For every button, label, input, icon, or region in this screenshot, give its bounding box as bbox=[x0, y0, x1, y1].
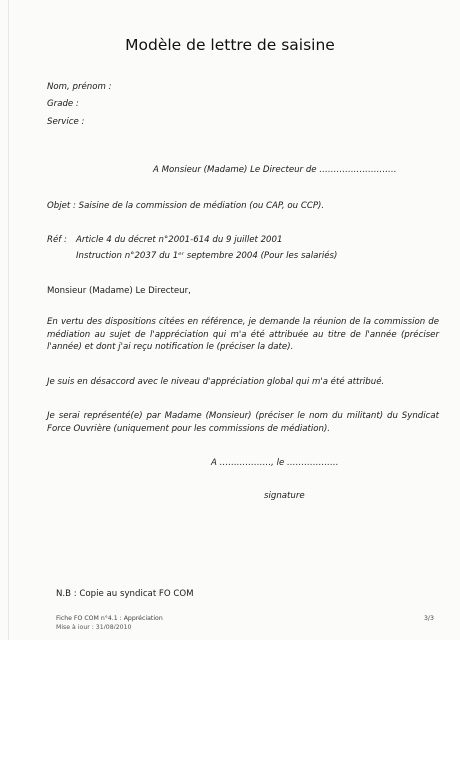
objet-text: Saisine de la commission de médiation (ou CAP, ou CCP). bbox=[78, 201, 325, 211]
footer-page-number: 3/3 bbox=[424, 615, 434, 622]
sender-name-line: Nom, prénom : bbox=[47, 82, 112, 92]
sender-service-line: Service : bbox=[47, 117, 85, 127]
paragraph-request: En vertu des dispositions citées en référence, je demande la réunion de la commission de médiation au sujet de l'appréciation qui m'a été attribuée au titre de l'année (préciser l'année) et dont j'ai reçu notification le (préciser la date). bbox=[47, 317, 439, 352]
footer-update: Mise à jour : 31/08/2010 bbox=[56, 624, 132, 629]
blank-margin bbox=[0, 640, 460, 757]
scan-edge bbox=[8, 0, 9, 640]
paragraph-representation: Je serai représenté(e) par Madame (Monsieur) (préciser le nom du militant) du Syndicat Force Ouvrière (uniquement pour les commissions de médiation). bbox=[47, 411, 439, 434]
nb-copy-note: N.B : Copie au syndicat FO COM bbox=[56, 589, 194, 599]
signature-label: signature bbox=[264, 491, 305, 501]
objet-label: Objet : bbox=[47, 201, 76, 211]
place-date-line: A ………………, le ……………… bbox=[211, 458, 339, 468]
paragraph-disagreement: Je suis en désaccord avec le niveau d'appréciation global qui m'a été attribué. bbox=[47, 377, 385, 387]
recipient-line: A Monsieur (Madame) Le Directeur de ……………………… bbox=[153, 165, 397, 175]
ref-line-2: Instruction n°2037 du 1ᵉʳ septembre 2004 (Pour les salariés) bbox=[76, 251, 338, 261]
salutation: Monsieur (Madame) Le Directeur, bbox=[47, 286, 191, 296]
sender-grade-line: Grade : bbox=[47, 99, 79, 109]
ref-label: Réf : bbox=[47, 235, 67, 245]
ref-line-1: Article 4 du décret n°2001-614 du 9 juillet 2001 bbox=[76, 235, 283, 245]
objet-line bbox=[47, 201, 324, 211]
footer-fiche: Fiche FO COM n°4.1 : Appréciation bbox=[56, 615, 163, 622]
page-title: Modèle de lettre de saisine bbox=[125, 36, 335, 54]
